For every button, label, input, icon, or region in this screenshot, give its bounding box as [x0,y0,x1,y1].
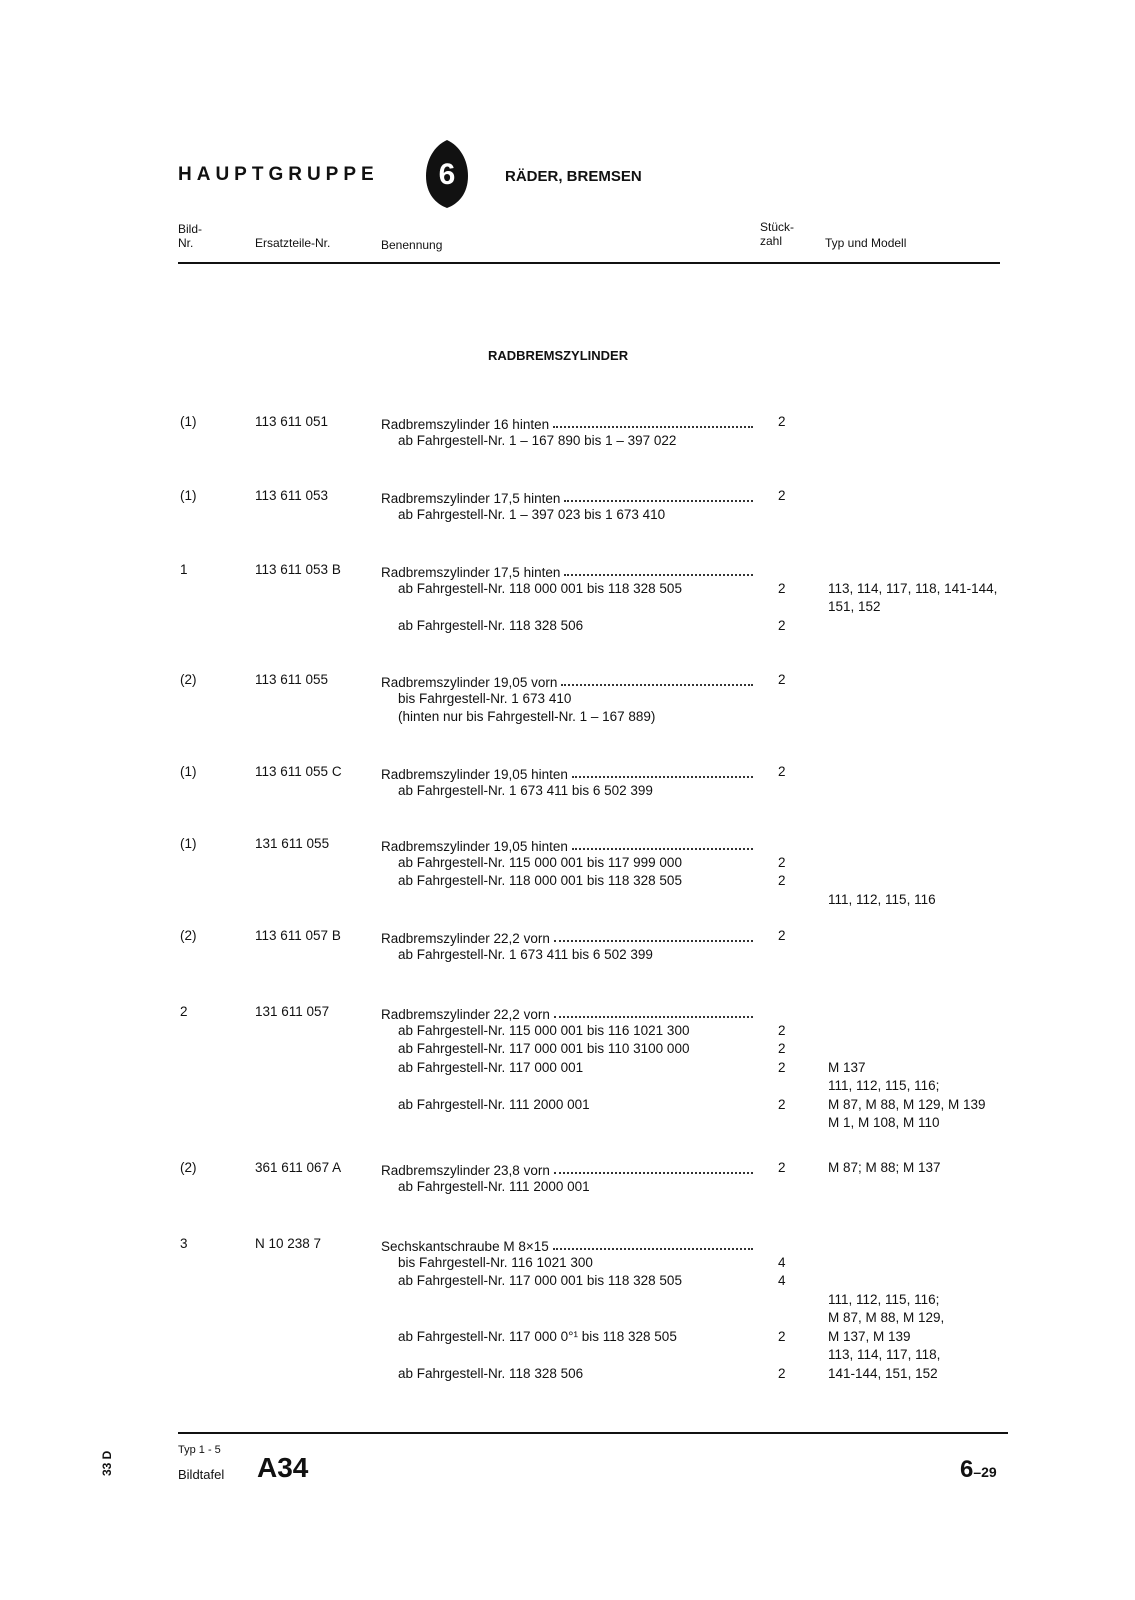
description-leader [381,764,753,782]
column-header-qty: Stück- zahl [760,220,795,248]
quantity: 2 [778,764,786,779]
description: Radbremszylinder 23,8 vorn [381,1163,550,1178]
footer-bildtafel-label: Bildtafel [178,1467,225,1482]
bild-nr: 3 [180,1236,188,1251]
part-number: N 10 238 7 [255,1236,322,1251]
group-number: 6 [438,158,456,191]
model-applicability: 151, 152 [828,599,881,614]
description: Radbremszylinder 17,5 hinten [381,565,561,580]
chassis-range: ab Fahrgestell-Nr. 117 000 0°¹ bis 118 328 505 [398,1328,677,1344]
part-number: 131 611 057 [255,1004,330,1019]
chassis-range: ab Fahrgestell-Nr. 118 000 001 bis 118 328 505 [398,580,682,596]
dot-leader [554,940,753,942]
quantity: 2 [778,414,786,429]
quantity: 2 [778,1022,786,1038]
chassis-range: ab Fahrgestell-Nr. 115 000 001 bis 117 999 000 [398,854,682,870]
model-applicability: M 87, M 88, M 129, M 139 [828,1096,986,1112]
column-header-bild-nr: Bild- Nr. [178,222,203,250]
model-applicability: M 1, M 108, M 110 [828,1115,940,1130]
part-number: 113 611 055 C [255,764,342,779]
column-header-name: Benennung [381,238,443,252]
dot-leader [561,684,753,686]
quantity: 2 [778,1096,786,1112]
quantity: 4 [778,1254,786,1270]
model-applicability: 113, 114, 117, 118, 141-144, [828,580,998,596]
model-applicability: M 87, M 88, M 129, [828,1310,945,1325]
bild-nr: (1) [180,836,197,851]
dot-leader [572,776,753,778]
description: Radbremszylinder 22,2 vorn [381,931,550,946]
quantity: 2 [778,1160,786,1175]
quantity: 4 [778,1273,786,1288]
model-applicability: M 87; M 88; M 137 [828,1160,941,1175]
group-label: HAUPTGRUPPE [178,164,379,185]
bild-nr: 2 [180,1004,188,1019]
chassis-range: ab Fahrgestell-Nr. 1 – 397 023 bis 1 673 410 [398,506,666,522]
model-applicability: M 137, M 139 [828,1328,911,1344]
footer-plate-number: A34 [257,1452,309,1483]
part-number: 131 611 055 [255,836,330,851]
quantity: 2 [778,854,786,870]
model-applicability: 113, 114, 117, 118, [828,1347,941,1362]
description: Radbremszylinder 22,2 vorn [381,1007,550,1022]
bild-nr: (2) [180,1160,197,1175]
group-number-badge [424,138,470,210]
dot-leader [564,574,753,576]
bild-nr: (2) [180,672,197,687]
model-applicability: 111, 112, 115, 116 [828,891,936,907]
description-leader [381,928,753,946]
part-number: 113 611 051 [255,414,329,429]
chassis-range: ab Fahrgestell-Nr. 117 000 001 [398,1059,584,1075]
group-name: RÄDER, BREMSEN [505,168,642,185]
dot-leader [564,500,753,502]
description: Radbremszylinder 17,5 hinten [381,491,561,506]
footer-type-range: Typ 1 - 5 [178,1444,221,1456]
column-header-model: Typ und Modell [825,236,907,250]
chassis-range: ab Fahrgestell-Nr. 117 000 001 bis 118 328 505 [398,1273,682,1288]
chassis-range: ab Fahrgestell-Nr. 111 2000 001 [398,1178,590,1194]
quantity: 2 [778,672,786,687]
description-leader [381,562,753,580]
quantity: 2 [778,580,786,596]
description-leader [381,1004,753,1022]
dot-leader [554,1172,753,1174]
description: Radbremszylinder 19,05 hinten [381,839,568,854]
chassis-range: ab Fahrgestell-Nr. 1 – 167 890 bis 1 – 397 022 [398,432,677,448]
dot-leader [553,426,753,428]
page-major: 6 [960,1456,974,1483]
part-number: 113 611 057 B [255,928,341,943]
model-applicability: M 137 [828,1059,866,1075]
bild-nr: (1) [180,414,197,429]
description: Radbremszylinder 16 hinten [381,417,550,432]
description-leader [381,488,753,506]
chassis-range: ab Fahrgestell-Nr. 117 000 001 bis 110 3100 000 [398,1041,690,1056]
quantity: 2 [778,928,786,943]
quantity: 2 [778,617,786,633]
model-applicability: 111, 112, 115, 116; [828,1291,940,1307]
bild-nr: 1 [180,562,188,577]
column-header-part-no: Ersatzteile-Nr. [255,236,331,250]
part-number: 361 611 067 A [255,1160,342,1175]
bild-nr: (1) [180,488,197,503]
chassis-range: ab Fahrgestell-Nr. 1 673 411 bis 6 502 399 [398,782,653,798]
quantity: 2 [778,1365,786,1381]
section-title: RADBREMSZYLINDER [488,348,629,363]
description: Radbremszylinder 19,05 hinten [381,767,568,782]
part-number: 113 611 053 B [255,562,341,577]
dot-leader [553,1248,753,1250]
part-number: 113 611 053 [255,488,329,503]
quantity: 2 [778,1041,786,1056]
chassis-range: ab Fahrgestell-Nr. 118 000 001 bis 118 328 505 [398,873,682,888]
bild-nr: (1) [180,764,197,779]
quantity: 2 [778,1059,786,1075]
dot-leader [554,1016,753,1018]
quantity: 2 [778,1328,786,1344]
page-minor: –29 [973,1464,997,1480]
model-applicability: 111, 112, 115, 116; [828,1078,940,1093]
chassis-range: ab Fahrgestell-Nr. 111 2000 001 [398,1096,590,1112]
description-leader [381,836,753,854]
chassis-range: bis Fahrgestell-Nr. 116 1021 300 [398,1254,593,1270]
description: Sechskantschraube M 8×15 [381,1239,549,1254]
part-number: 113 611 055 [255,672,329,687]
description-leader [381,1160,753,1178]
quantity: 2 [778,488,786,503]
chassis-range: ab Fahrgestell-Nr. 1 673 411 bis 6 502 399 [398,946,653,962]
chassis-range: bis Fahrgestell-Nr. 1 673 410 [398,690,572,706]
footer-rule [178,1432,1008,1434]
description: Radbremszylinder 19,05 vorn [381,675,558,690]
description-leader [381,672,753,690]
dot-leader [572,848,753,850]
bild-nr: (2) [180,928,197,943]
side-code: 33 D [100,1450,114,1476]
chassis-range: ab Fahrgestell-Nr. 118 328 506 [398,1365,584,1381]
quantity: 2 [778,873,786,888]
badge-shape [424,138,470,210]
header-rule [178,262,1000,264]
chassis-range: ab Fahrgestell-Nr. 118 328 506 [398,617,584,633]
chassis-range: (hinten nur bis Fahrgestell-Nr. 1 – 167 889) [398,709,656,724]
chassis-range: ab Fahrgestell-Nr. 115 000 001 bis 116 1021 300 [398,1022,690,1038]
footer-page-number [960,1456,997,1484]
description-leader [381,414,753,432]
model-applicability: 141-144, 151, 152 [828,1365,938,1381]
description-leader [381,1236,753,1254]
